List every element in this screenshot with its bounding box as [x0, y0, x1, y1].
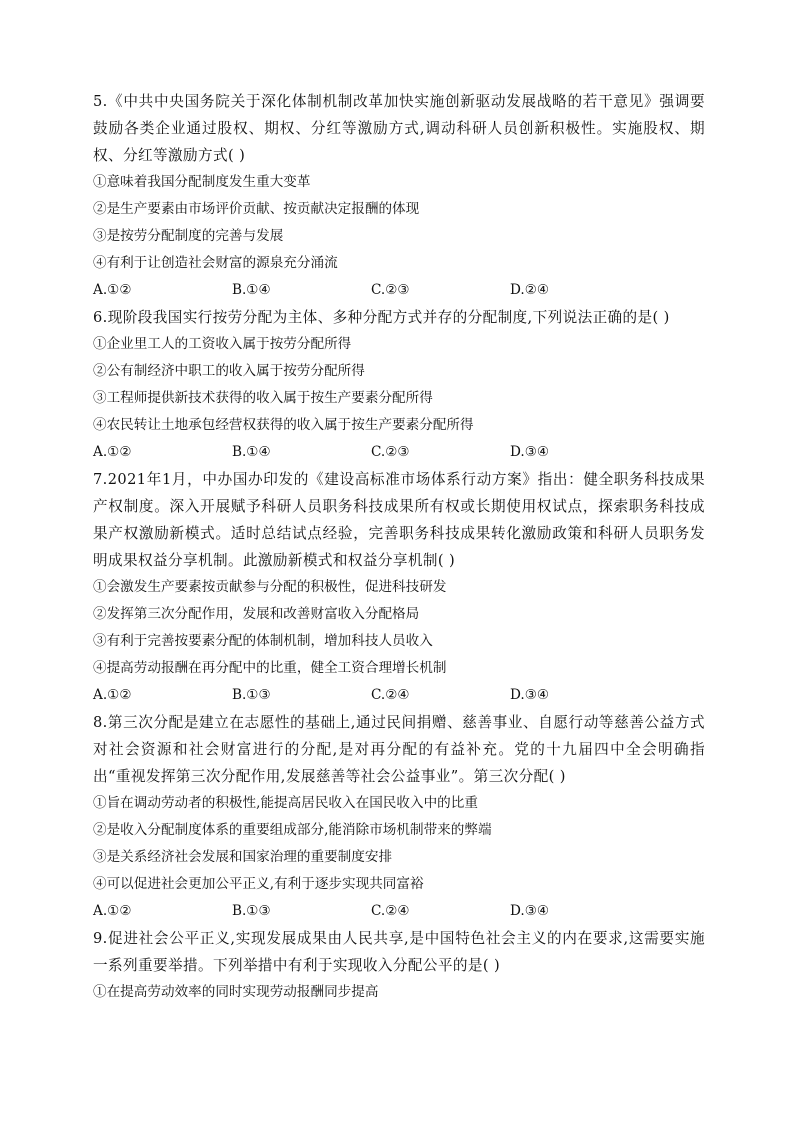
option-3: ③是按劳分配制度的完善与发展: [93, 228, 284, 244]
exam-page: [93, 88, 705, 1006]
option-2: ②公有制经济中职工的收入属于按劳分配所得: [93, 363, 365, 379]
choice-b[interactable]: B.①③: [232, 687, 271, 703]
option-1: ①会激发生产要素按贡献参与分配的积极性，促进科技研发: [93, 579, 447, 595]
answer-choices: [93, 277, 705, 304]
choice-d[interactable]: D.③④: [510, 444, 550, 460]
question-stem: 8.第三次分配是建立在志愿性的基础上,通过民间捐赠、慈善事业、自愿行动等慈善公益方式对社会资源和社会财富进行的分配,是对再分配的有益补充。党的十九届四中全会明确指出“重视发挥第三次分配作用,发展慈善等社会公益事业”。第三次分配( ): [93, 714, 705, 785]
choice-a[interactable]: A.①②: [93, 903, 132, 919]
option-1: ①企业里工人的工资收入属于按劳分配所得: [93, 336, 352, 352]
choice-d[interactable]: D.③④: [510, 687, 550, 703]
question-stem: 6.现阶段我国实行按劳分配为主体、多种分配方式并存的分配制度,下列说法正确的是( ): [93, 309, 670, 326]
option-4: ④有利于让创造社会财富的源泉充分涌流: [93, 255, 338, 271]
question-8: [93, 709, 705, 925]
option-3: ③有利于完善按要素分配的体制机制，增加科技人员收入: [93, 633, 433, 649]
question-stem: 5.《中共中央国务院关于深化体制机制改革加快实施创新驱动发展战略的若干意见》强调要鼓励各类企业通过股权、期权、分红等激励方式,调动科研人员创新积极性。实施股权、期权、分红等激励方式( ): [93, 93, 705, 164]
option-3: ③是关系经济社会发展和国家治理的重要制度安排: [93, 849, 393, 865]
option-4: ④提高劳动报酬在再分配中的比重，健全工资合理增长机制: [93, 660, 447, 676]
answer-choices: [93, 439, 705, 466]
choice-d[interactable]: D.③④: [510, 903, 550, 919]
answer-choices: [93, 682, 705, 709]
choice-c[interactable]: C.②④: [371, 687, 410, 703]
choice-a[interactable]: A.①②: [93, 444, 132, 460]
option-2: ②是收入分配制度体系的重要组成部分,能消除市场机制带来的弊端: [93, 822, 492, 838]
choice-a[interactable]: A.①②: [93, 282, 132, 298]
choice-b[interactable]: B.①③: [232, 903, 271, 919]
option-1: ①旨在调动劳动者的积极性,能提高居民收入在国民收入中的比重: [93, 795, 478, 811]
choice-c[interactable]: C.②③: [371, 444, 410, 460]
option-4: ④可以促进社会更加公平正义,有利于逐步实现共同富裕: [93, 876, 424, 892]
option-1: ①在提高劳动效率的同时实现劳动报酬同步提高: [93, 984, 379, 1000]
choice-b[interactable]: B.①④: [232, 282, 271, 298]
choice-c[interactable]: C.②③: [371, 282, 410, 298]
answer-choices: [93, 898, 705, 925]
option-4: ④农民转让土地承包经营权获得的收入属于按生产要素分配所得: [93, 417, 474, 433]
choice-a[interactable]: A.①②: [93, 687, 132, 703]
choice-b[interactable]: B.①④: [232, 444, 271, 460]
option-2: ②是生产要素由市场评价贡献、按贡献决定报酬的体现: [93, 201, 420, 217]
choice-c[interactable]: C.②④: [371, 903, 410, 919]
option-3: ③工程师提供新技术获得的收入属于按生产要素分配所得: [93, 390, 433, 406]
question-9: [93, 925, 705, 1006]
option-2: ②发挥第三次分配作用，发展和改善财富收入分配格局: [93, 606, 420, 622]
choice-d[interactable]: D.②④: [510, 282, 550, 298]
question-stem: 7.2021年1月，中办国办印发的《建设高标准市场体系行动方案》指出：健全职务科技成果产权制度。深入开展赋予科研人员职务科技成果所有权或长期使用权试点，探索职务科技成果产权激励新模式。适时总结试点经验，完善职务科技成果转化激励政策和科研人员职务发明成果权益分享机制。此激励新模式和权益分享机制( ): [93, 471, 705, 569]
question-7: [93, 466, 705, 709]
question-6: [93, 304, 705, 466]
option-1: ①意味着我国分配制度发生重大变革: [93, 174, 311, 190]
question-5: [93, 88, 705, 304]
question-stem: 9.促进社会公平正义,实现发展成果由人民共享,是中国特色社会主义的内在要求,这需要实施一系列重要举措。下列举措中有利于实现收入分配公平的是( ): [93, 930, 705, 974]
